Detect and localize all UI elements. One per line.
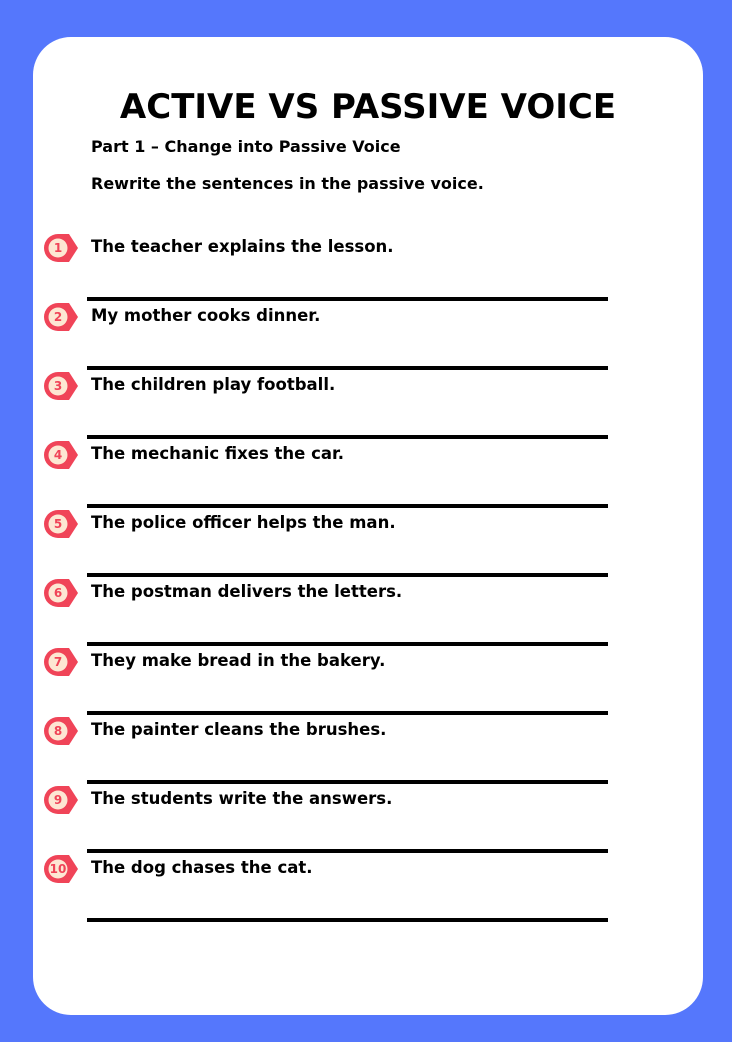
worksheet-card [33, 37, 703, 1015]
answer-line[interactable] [87, 849, 608, 853]
answer-line[interactable] [87, 573, 608, 577]
question-sentence: The police officer helps the man. [91, 513, 396, 532]
question-number: 6 [53, 586, 63, 600]
number-badge-icon [43, 785, 80, 815]
question-number: 10 [49, 862, 67, 876]
question-sentence: The painter cleans the brushes. [91, 720, 387, 739]
question-item [33, 854, 703, 894]
question-number: 9 [53, 793, 63, 807]
number-badge-icon [43, 647, 80, 677]
answer-line[interactable] [87, 504, 608, 508]
number-badge-icon [43, 854, 80, 884]
question-item [33, 647, 703, 687]
question-sentence: They make bread in the bakery. [91, 651, 386, 670]
instruction-text: Rewrite the sentences in the passive voice. [91, 174, 484, 193]
question-sentence: The teacher explains the lesson. [91, 237, 394, 256]
question-number: 3 [53, 379, 63, 393]
answer-line[interactable] [87, 642, 608, 646]
part-heading: Part 1 – Change into Passive Voice [91, 137, 401, 156]
question-number: 4 [53, 448, 63, 462]
question-item [33, 440, 703, 480]
number-badge-icon [43, 509, 80, 539]
question-item [33, 509, 703, 549]
question-sentence: The dog chases the cat. [91, 858, 313, 877]
question-number: 5 [53, 517, 63, 531]
question-item [33, 233, 703, 273]
question-sentence: The postman delivers the letters. [91, 582, 403, 601]
question-item [33, 371, 703, 411]
question-item [33, 578, 703, 618]
page-title: ACTIVE VS PASSIVE VOICE [119, 87, 617, 127]
answer-line[interactable] [87, 711, 608, 715]
answer-line[interactable] [87, 366, 608, 370]
answer-line[interactable] [87, 435, 608, 439]
number-badge-icon [43, 302, 80, 332]
answer-line[interactable] [87, 297, 608, 301]
question-number: 2 [53, 310, 63, 324]
question-sentence: The mechanic fixes the car. [91, 444, 345, 463]
number-badge-icon [43, 233, 80, 263]
number-badge-icon [43, 716, 80, 746]
question-number: 8 [53, 724, 63, 738]
question-number: 7 [53, 655, 63, 669]
question-sentence: The children play football. [91, 375, 336, 394]
number-badge-icon [43, 371, 80, 401]
number-badge-icon [43, 578, 80, 608]
number-badge-icon [43, 440, 80, 470]
answer-line[interactable] [87, 918, 608, 922]
answer-line[interactable] [87, 780, 608, 784]
question-item [33, 302, 703, 342]
question-sentence: My mother cooks dinner. [91, 306, 321, 325]
question-sentence: The students write the answers. [91, 789, 393, 808]
question-number: 1 [53, 241, 63, 255]
question-item [33, 785, 703, 825]
question-item [33, 716, 703, 756]
